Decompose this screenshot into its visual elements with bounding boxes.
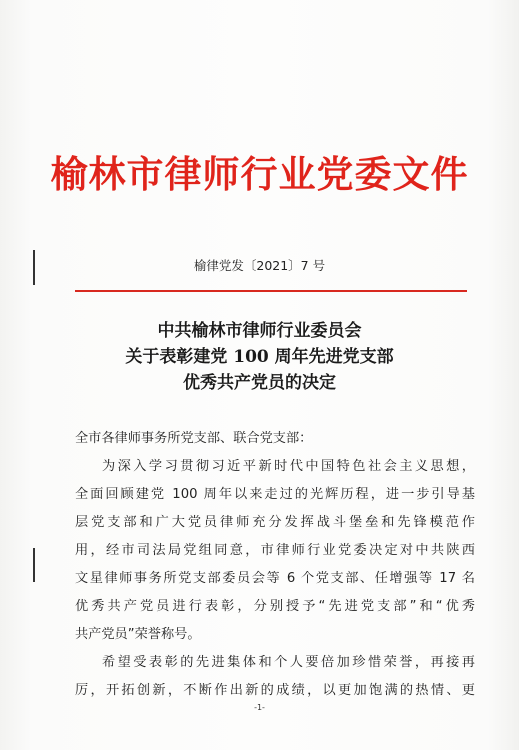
page-number: -1-: [254, 703, 265, 712]
binding-mark: [33, 250, 35, 285]
body-line: 层党支部和广大党员律师充分发挥战斗堡垒和先锋模范作: [75, 515, 475, 530]
binding-mark: [33, 548, 35, 582]
body-line: 全面回顾建党 100 周年以来走过的光辉历程，进一步引导基: [75, 487, 475, 502]
body-line: 共产党员”荣誉称号。: [75, 627, 201, 642]
document-body: [75, 425, 475, 705]
body-line: 用，经市司法局党组同意，市律师行业党委决定对中共陕西: [75, 543, 475, 558]
body-line: 厉，开拓创新，不断作出新的成绩，以更加饱满的热情、更: [75, 683, 475, 698]
subject-line: 中共榆林市律师行业委员会: [157, 321, 362, 341]
red-divider-line: [75, 290, 467, 292]
subject-line: 优秀共产党员的决定: [183, 373, 336, 393]
subject-line: 关于表彰建党 100 周年先进党支部: [125, 347, 394, 367]
salutation: 全市各律师事务所党支部、联合党支部：: [75, 431, 313, 446]
body-line: 文星律师事务所党支部委员会等 6 个党支部、任增强等 17 名: [75, 571, 475, 586]
document-subject: [0, 318, 519, 396]
body-line: 希望受表彰的先进集体和个人要倍加珍惜荣誉，再接再: [102, 655, 475, 670]
body-line: 优秀共产党员进行表彰，分别授予“先进党支部”和“优秀: [75, 599, 475, 614]
document-header-title: 榆林市律师行业党委文件: [50, 152, 469, 196]
document-number: 榆律党发〔2021〕7 号: [193, 258, 326, 273]
body-line: 为深入学习贯彻习近平新时代中国特色社会主义思想，: [102, 459, 475, 474]
